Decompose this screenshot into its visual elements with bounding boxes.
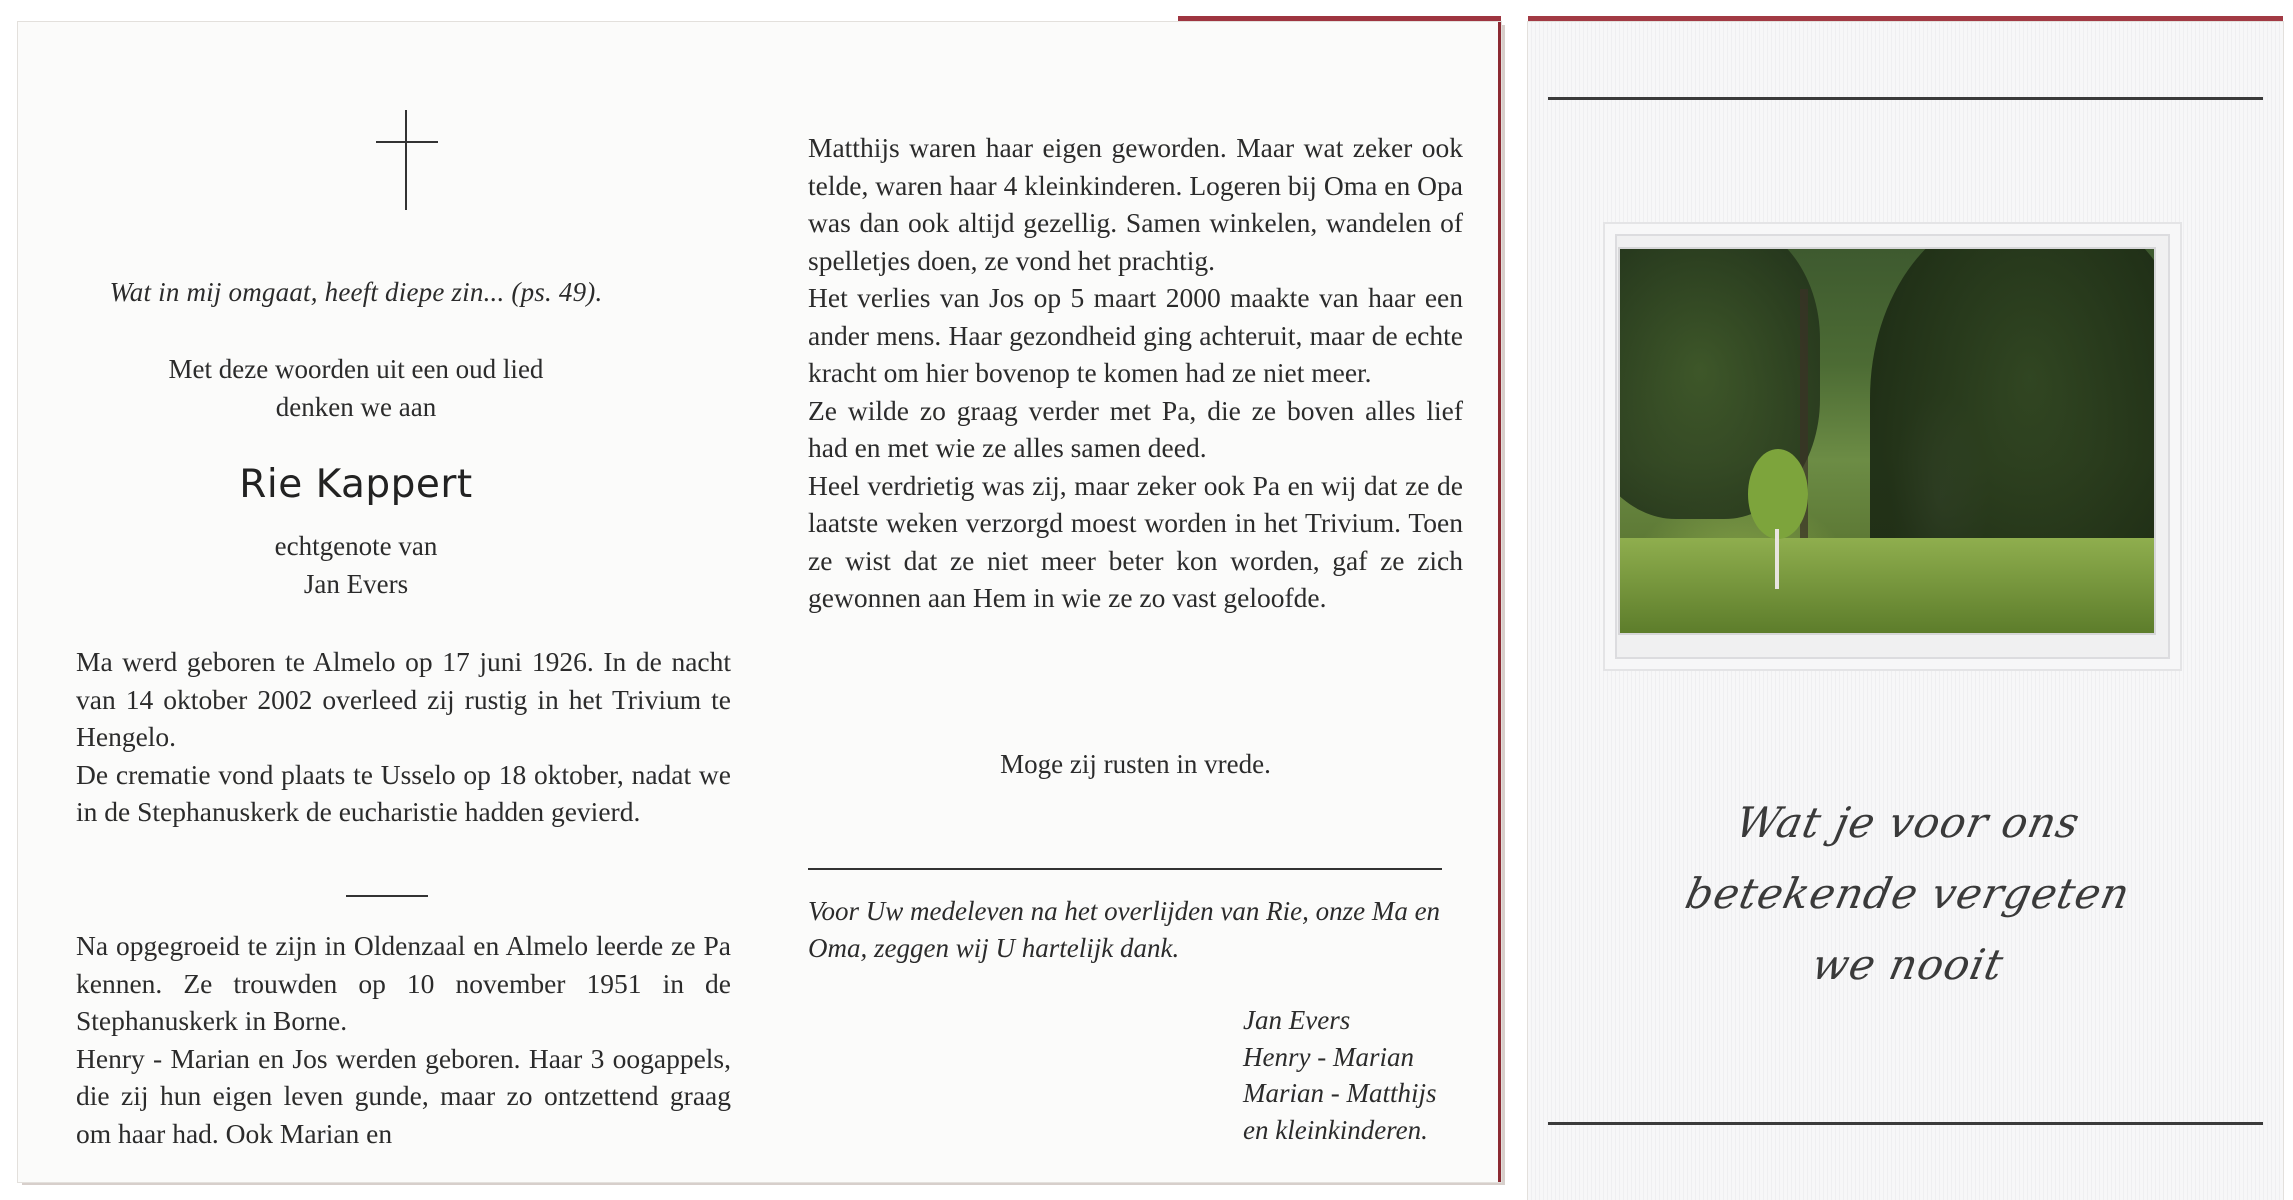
- signers-list: [1243, 1002, 1473, 1148]
- cover-verse: [1588, 787, 2228, 1000]
- psalm-motto: Wat in mij omgaat, heeft diepe zin... (ps. 49).: [109, 277, 603, 307]
- horizontal-rule: [808, 868, 1442, 870]
- verse-line: Wat je voor ons: [1731, 798, 2085, 847]
- spouse-text: [76, 527, 636, 603]
- intro-line: Met deze woorden uit een oud lied: [168, 354, 544, 384]
- front-cover: [1528, 22, 2283, 1200]
- paragraph: De crematie vond plaats te Usselo op 18 oktober, nadat we in de Stephanuskerk de eucharistie hadden gevierd.: [76, 758, 731, 827]
- paragraph: Ze wilde zo graag verder met Pa, die ze boven alles lief had en met wie ze alles samen deed.: [808, 394, 1463, 463]
- bottom-rule: [1548, 1122, 2263, 1125]
- thanks-text: Voor Uw medeleven na het overlijden van Rie, onze Ma en Oma, zeggen wij U hartelijk dank.: [808, 896, 1441, 963]
- spouse-line: Jan Evers: [303, 569, 409, 599]
- verse-line: betekende vergeten: [1681, 869, 2135, 918]
- signer: Marian - Matthijs: [1243, 1078, 1437, 1108]
- paragraph: Het verlies van Jos op 5 maart 2000 maakte van haar een ander mens. Haar gezondheid ging achteruit, maar de echte kracht om hier bovenop te komen had ze niet meer.: [808, 282, 1463, 388]
- inside-right-page: [808, 22, 1463, 1182]
- signer: Henry - Marian: [1243, 1041, 1414, 1072]
- intro-line: denken we aan: [275, 392, 437, 422]
- inside-spread: [18, 22, 1501, 1182]
- top-rule: [1548, 97, 2263, 100]
- verse-line: we nooit: [1807, 940, 2009, 989]
- paragraph: Matthijs waren haar eigen geworden. Maar wat zeker ook telde, waren haar 4 kleinkinderen. Logeren bij Oma en Opa was dan ook altijd gezellig. Samen winkelen, wandelen of spelletjes doen, ze vond het prachtig.: [808, 132, 1463, 276]
- section-divider: [346, 895, 428, 897]
- biography-part-1: [76, 643, 731, 831]
- intro-text: [76, 350, 636, 426]
- biography-part-2: [76, 927, 731, 1152]
- paragraph: Ma werd geboren te Almelo op 17 juni 1926. In de nacht van 14 oktober 2002 overleed zij rustig in het Trivium te Hengelo.: [76, 646, 731, 752]
- biography-part-3: [808, 129, 1463, 617]
- paragraph: Heel verdrietig was zij, maar zeker ook Pa en wij dat ze de laatste weken verzorgd moest worden in het Trivium. Toen ze wist dat ze niet meer beter kon worden, gaf ze zich gewonnen aan Hem in wie ze zo vast geloofde.: [808, 469, 1463, 613]
- spouse-line: echtgenote van: [274, 531, 438, 561]
- paragraph: Henry - Marian en Jos werden geboren. Haar 3 oogappels, die zij hun eigen leven gunde, maar zo ontzettend graag om haar had. Ook Marian en: [76, 1042, 731, 1149]
- paragraph: Na opgegroeid te zijn in Oldenzaal en Almelo leerde ze Pa kennen. Ze trouwden op 10 november 1951 in de Stephanuskerk in Borne.: [76, 930, 731, 1036]
- forest-photo: [1618, 247, 2156, 635]
- signer: en kleinkinderen.: [1243, 1114, 1428, 1145]
- inside-left-page: [76, 22, 731, 1182]
- card-edge: [1528, 16, 2283, 21]
- rest-in-peace: Moge zij rusten in vrede.: [1000, 749, 1271, 779]
- deceased-name: Rie Kappert: [239, 462, 473, 507]
- cross-icon: [376, 110, 438, 210]
- signer: Jan Evers: [1243, 1005, 1351, 1035]
- photo-frame: [1603, 222, 2182, 671]
